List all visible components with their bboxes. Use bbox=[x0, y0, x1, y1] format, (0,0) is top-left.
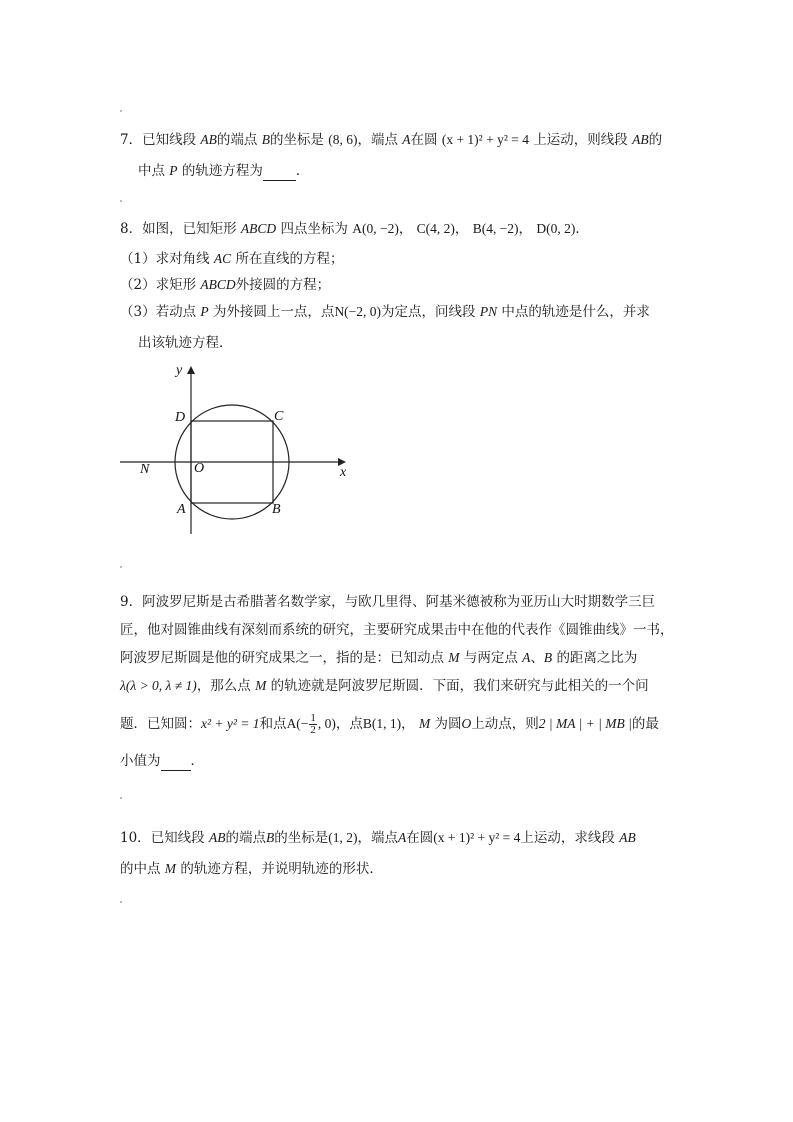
math-var: AB bbox=[200, 132, 217, 147]
text: 如图，已知矩形 bbox=[142, 221, 237, 237]
text: 的中点 bbox=[120, 861, 161, 877]
fraction-denominator: 2 bbox=[310, 724, 316, 736]
text: ，点 bbox=[335, 716, 363, 732]
math-equation: x² + y² = 1 bbox=[201, 716, 260, 731]
question-8-part-3-line-1 bbox=[120, 303, 650, 321]
math-point: B(1, 1) bbox=[362, 716, 402, 731]
stray-dot bbox=[120, 901, 122, 903]
question-9-line-6 bbox=[120, 752, 204, 771]
text: ，端点 bbox=[357, 132, 398, 148]
math-var: M bbox=[255, 678, 267, 693]
stray-dot bbox=[120, 110, 122, 112]
text: 四点坐标为 bbox=[280, 221, 348, 237]
math-equation: (x + 1)² + y² = 4 bbox=[441, 132, 530, 147]
text: 上运动，求线段 bbox=[520, 830, 615, 846]
label-x: x bbox=[340, 465, 347, 480]
text: 中点 bbox=[138, 163, 165, 179]
question-8-line-1 bbox=[120, 220, 589, 238]
text: 的轨迹方程为 bbox=[181, 163, 263, 179]
text: 小值为 bbox=[120, 753, 161, 769]
question-number: 7． bbox=[120, 132, 143, 148]
label-B: B bbox=[272, 502, 281, 517]
text: 已知线段 bbox=[150, 830, 205, 846]
stray-dot bbox=[120, 566, 122, 568]
text: 为定点，问线段 bbox=[381, 304, 476, 320]
math-expression: 2 | MA | + | MB | bbox=[538, 716, 632, 731]
math-var: AB bbox=[632, 132, 649, 147]
text: 题．已知圆： bbox=[120, 716, 201, 732]
y-axis-arrow bbox=[187, 366, 195, 374]
text: 的轨迹方程，并说明轨迹的形状． bbox=[180, 861, 383, 877]
question-7-line-2 bbox=[138, 162, 309, 181]
text: 中点的轨迹是什么，并求 bbox=[501, 304, 650, 320]
question-8-part-1 bbox=[120, 250, 343, 268]
question-8-part-3-line-2 bbox=[138, 334, 233, 352]
text: 阿波罗尼斯是古希腊著名数学家，与欧几里得、阿基米德被称为亚历山大时期数学三巨 bbox=[142, 594, 656, 610]
text: 外接圆的方程； bbox=[235, 277, 331, 293]
question-9-line-4 bbox=[120, 677, 649, 695]
question-9-line-2 bbox=[120, 621, 674, 639]
text: 为外接圆上一点，点 bbox=[212, 304, 335, 320]
math-equation: (x + 1)² + y² = 4 bbox=[433, 830, 521, 845]
text: 匠，他对圆锥曲线有深刻而系统的研究，主要研究成果击中在他的代表作《圆锥曲线》一书， bbox=[120, 622, 674, 638]
math-var: ABCD bbox=[240, 221, 277, 236]
text: 的轨迹就是阿波罗尼斯圆．下面，我们来研究与此相关的一个问 bbox=[270, 678, 649, 694]
math-point: D(0, 2) bbox=[536, 221, 576, 236]
text: 上动点，则 bbox=[471, 716, 539, 732]
math-point: A(0, −2) bbox=[352, 221, 399, 236]
answer-blank[interactable] bbox=[263, 162, 296, 181]
question-8-part-2 bbox=[120, 276, 330, 294]
math-var: PN bbox=[479, 304, 498, 319]
text: ， bbox=[398, 221, 413, 237]
math-point-prefix: A(− bbox=[286, 716, 309, 731]
text: 的 bbox=[648, 132, 663, 148]
text: 的最 bbox=[631, 716, 659, 732]
text: 已知线段 bbox=[142, 132, 197, 148]
math-var: A bbox=[397, 830, 407, 845]
question-10-line-2 bbox=[120, 860, 383, 878]
text: 和点 bbox=[259, 716, 287, 732]
text: ． bbox=[190, 753, 204, 769]
math-var: M bbox=[418, 716, 431, 731]
math-point-suffix: , 0) bbox=[317, 716, 336, 731]
math-var: M bbox=[448, 650, 460, 665]
math-var: B bbox=[265, 830, 275, 845]
answer-blank[interactable] bbox=[161, 752, 191, 771]
math-var: B bbox=[261, 132, 270, 147]
text: 在圆 bbox=[406, 830, 434, 846]
label-D: D bbox=[175, 410, 186, 425]
text: ， bbox=[518, 221, 533, 237]
math-var: AB bbox=[619, 830, 636, 845]
text: 上运动，则线段 bbox=[533, 132, 628, 148]
label-N: N bbox=[140, 462, 150, 477]
text: （2）求矩形 bbox=[120, 277, 197, 293]
stray-dot bbox=[120, 200, 122, 202]
text: 在圆 bbox=[410, 132, 438, 148]
math-var: ABCD bbox=[200, 277, 236, 292]
question-7-line-1 bbox=[120, 131, 662, 149]
text: 的端点 bbox=[225, 830, 266, 846]
fraction-numerator: 1 bbox=[310, 712, 316, 724]
text: ， bbox=[454, 221, 469, 237]
math-var: O bbox=[461, 716, 472, 731]
math-coord: (8, 6) bbox=[328, 132, 358, 147]
math-var: P bbox=[169, 163, 178, 178]
text: ． bbox=[575, 221, 589, 237]
math-var: AC bbox=[213, 251, 232, 266]
label-C: C bbox=[274, 409, 284, 424]
text: 阿波罗尼斯圆是他的研究成果之一，指的是：已知动点 bbox=[120, 650, 444, 666]
math-var: AB bbox=[208, 830, 226, 845]
text: （3）若动点 bbox=[120, 304, 197, 320]
text: 的端点 bbox=[216, 132, 258, 148]
text: 的坐标是 bbox=[274, 830, 329, 846]
text: ， bbox=[401, 716, 415, 732]
text: ，端点 bbox=[357, 830, 398, 846]
math-fraction bbox=[309, 713, 317, 736]
math-point: B(4, −2) bbox=[472, 221, 519, 236]
question-9-line-1 bbox=[120, 593, 655, 611]
math-var: A bbox=[522, 650, 531, 665]
text: 的距离之比为 bbox=[556, 650, 638, 666]
text: （1）求对角线 bbox=[120, 251, 210, 267]
rectangle-circle-figure bbox=[110, 358, 360, 538]
text: 为圆 bbox=[434, 716, 462, 732]
math-var: M bbox=[164, 861, 177, 876]
math-var: P bbox=[200, 304, 209, 319]
stray-dot bbox=[120, 797, 122, 799]
text: ，那么点 bbox=[196, 678, 251, 694]
math-var: A bbox=[402, 132, 411, 147]
math-condition: λ(λ > 0, λ ≠ 1) bbox=[120, 678, 197, 693]
text: 的坐标是 bbox=[269, 132, 324, 148]
math-point: C(4, 2) bbox=[416, 221, 455, 236]
math-var: B bbox=[543, 650, 553, 665]
question-9-line-3 bbox=[120, 649, 637, 667]
text: 与两定点 bbox=[463, 650, 518, 666]
label-y: y bbox=[176, 363, 183, 378]
question-10-line-1 bbox=[120, 829, 636, 847]
question-number: 8． bbox=[120, 221, 143, 237]
text: 、 bbox=[530, 650, 544, 666]
text: 所在直线的方程； bbox=[235, 251, 344, 267]
math-coord: (1, 2) bbox=[328, 830, 358, 845]
question-number: 9． bbox=[120, 594, 143, 610]
question-9-line-5 bbox=[120, 713, 659, 736]
label-A: A bbox=[177, 502, 186, 517]
math-point: N(−2, 0) bbox=[334, 304, 382, 319]
text: ． bbox=[295, 163, 310, 179]
text: 出该轨迹方程． bbox=[138, 335, 233, 351]
question-number: 10． bbox=[120, 830, 151, 846]
label-O: O bbox=[194, 461, 205, 476]
